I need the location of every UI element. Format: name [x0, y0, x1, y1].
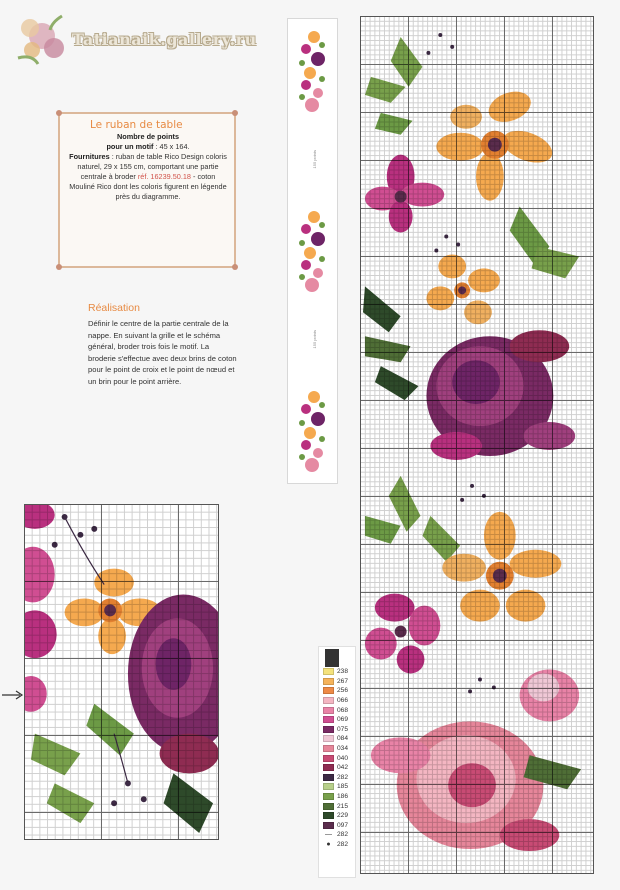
legend-swatch [323, 726, 334, 733]
legend-swatch [323, 755, 334, 762]
legend-code: 282 [337, 840, 349, 848]
legend-rows [319, 667, 355, 830]
legend-swatch [323, 687, 334, 694]
backstitch-icon: — [325, 831, 332, 839]
legend-row [319, 821, 355, 831]
legend-swatch [323, 668, 334, 675]
detail-chart-motifs [25, 505, 218, 839]
legend-row [319, 667, 355, 677]
legend-swatch [323, 745, 334, 752]
corner-dot-icon [56, 264, 62, 270]
legend-code: 068 [337, 706, 349, 714]
legend-code: 186 [337, 793, 349, 801]
legend-swatch [323, 716, 334, 723]
supplies-text-2: - coton Mouliné Rico dont les coloris figurent en légende près du diagramme. [69, 172, 227, 201]
magenta-flower-1 [365, 155, 444, 233]
legend-swatch [323, 812, 334, 819]
legend-code: 075 [337, 725, 349, 733]
stitch-count [68, 132, 228, 152]
strip-label-mid: 155 points [312, 330, 317, 349]
legend-swatch [323, 764, 334, 771]
realisation-title: Réalisation [88, 302, 140, 314]
legend-code: 066 [337, 697, 349, 705]
legend-swatch [323, 678, 334, 685]
supplies-text [68, 152, 228, 202]
strip-motif-2 [299, 211, 325, 292]
stitch-count-suffix: pour un motif [106, 142, 154, 151]
magenta-flower-2 [365, 594, 440, 674]
legend-swatch [323, 707, 334, 714]
legend-swatch [323, 697, 334, 704]
legend-code: 256 [337, 687, 349, 695]
purple-rose-1 [426, 330, 575, 460]
legend-row [319, 782, 355, 792]
pink-rose [371, 721, 559, 851]
supplies-text-1: : ruban de table Rico Design coloris naturel, 29 x 155 cm, comportant une partie centrale à broder [77, 152, 227, 181]
legend-code: 042 [337, 764, 349, 772]
legend-code: 282 [337, 773, 349, 781]
stitch-count-label: Nombre de points [116, 132, 180, 141]
legend-swatch [323, 822, 334, 829]
legend-code: 040 [337, 754, 349, 762]
orange-flower-3 [442, 512, 561, 622]
legend-swatch [323, 803, 334, 810]
legend-code: 084 [337, 735, 349, 743]
legend-swatch [323, 793, 334, 800]
stitch-count-value: : 45 x 164. [155, 142, 190, 151]
legend-row [319, 734, 355, 744]
legend-code: 185 [337, 783, 349, 791]
legend-row [319, 725, 355, 735]
legend-backstitch-row [319, 830, 355, 840]
detail-chart-grid [24, 504, 219, 840]
orange-flower-1 [436, 86, 556, 200]
legend-brand-logo [325, 649, 339, 667]
legend-row [319, 801, 355, 811]
legend-row [319, 811, 355, 821]
corner-dot-icon [232, 110, 238, 116]
strip-motifs [288, 19, 339, 485]
legend-row [319, 773, 355, 783]
legend-row [319, 763, 355, 773]
legend-swatch [323, 735, 334, 742]
legend-row [319, 705, 355, 715]
legend-row [319, 677, 355, 687]
legend-row [319, 792, 355, 802]
legend-row [319, 753, 355, 763]
corner-dot-icon [56, 110, 62, 116]
legend-row [319, 715, 355, 725]
supplies-box [58, 112, 236, 268]
corner-dot-icon [232, 264, 238, 270]
supplies-reference: réf. 16239.50.18 [137, 172, 191, 181]
strip-label-top: 155 points [312, 150, 317, 169]
legend-code: 034 [337, 745, 349, 753]
orange-flower-2 [426, 254, 499, 324]
strip-motif-3 [299, 391, 325, 472]
legend-knot-row [319, 840, 355, 850]
legend-code: 069 [337, 716, 349, 724]
strip-preview [287, 18, 338, 484]
legend-row [319, 744, 355, 754]
supplies-title: Le ruban de table [90, 119, 183, 131]
legend-code: 097 [337, 821, 349, 829]
legend-swatch [323, 783, 334, 790]
supplies-label: Fournitures [69, 152, 110, 161]
rose-watermark-icon [12, 8, 72, 68]
legend-code: 215 [337, 802, 349, 810]
color-legend [318, 646, 356, 878]
legend-row [319, 696, 355, 706]
legend-code: 238 [337, 668, 349, 676]
main-chart-motifs [361, 17, 593, 873]
legend-row [319, 686, 355, 696]
main-chart-grid [360, 16, 594, 874]
legend-swatch [323, 774, 334, 781]
french-knot-icon: ● [326, 840, 331, 848]
realisation-text: Définir le centre de la partie centrale de la nappe. En suivant la grille et le schéma général, broder trois fois le motif. La broderie s'effectue avec deux brins de coton pour le point de croix et le point de nœud et un brin pour le point arrière. [88, 319, 237, 386]
legend-code: 267 [337, 677, 349, 685]
watermark-text: Tatianaik.gallery.ru [72, 30, 257, 49]
legend-code: 229 [337, 812, 349, 820]
arrow-right-icon [2, 690, 24, 700]
legend-code: 282 [337, 831, 349, 839]
strip-motif-1 [299, 31, 325, 112]
